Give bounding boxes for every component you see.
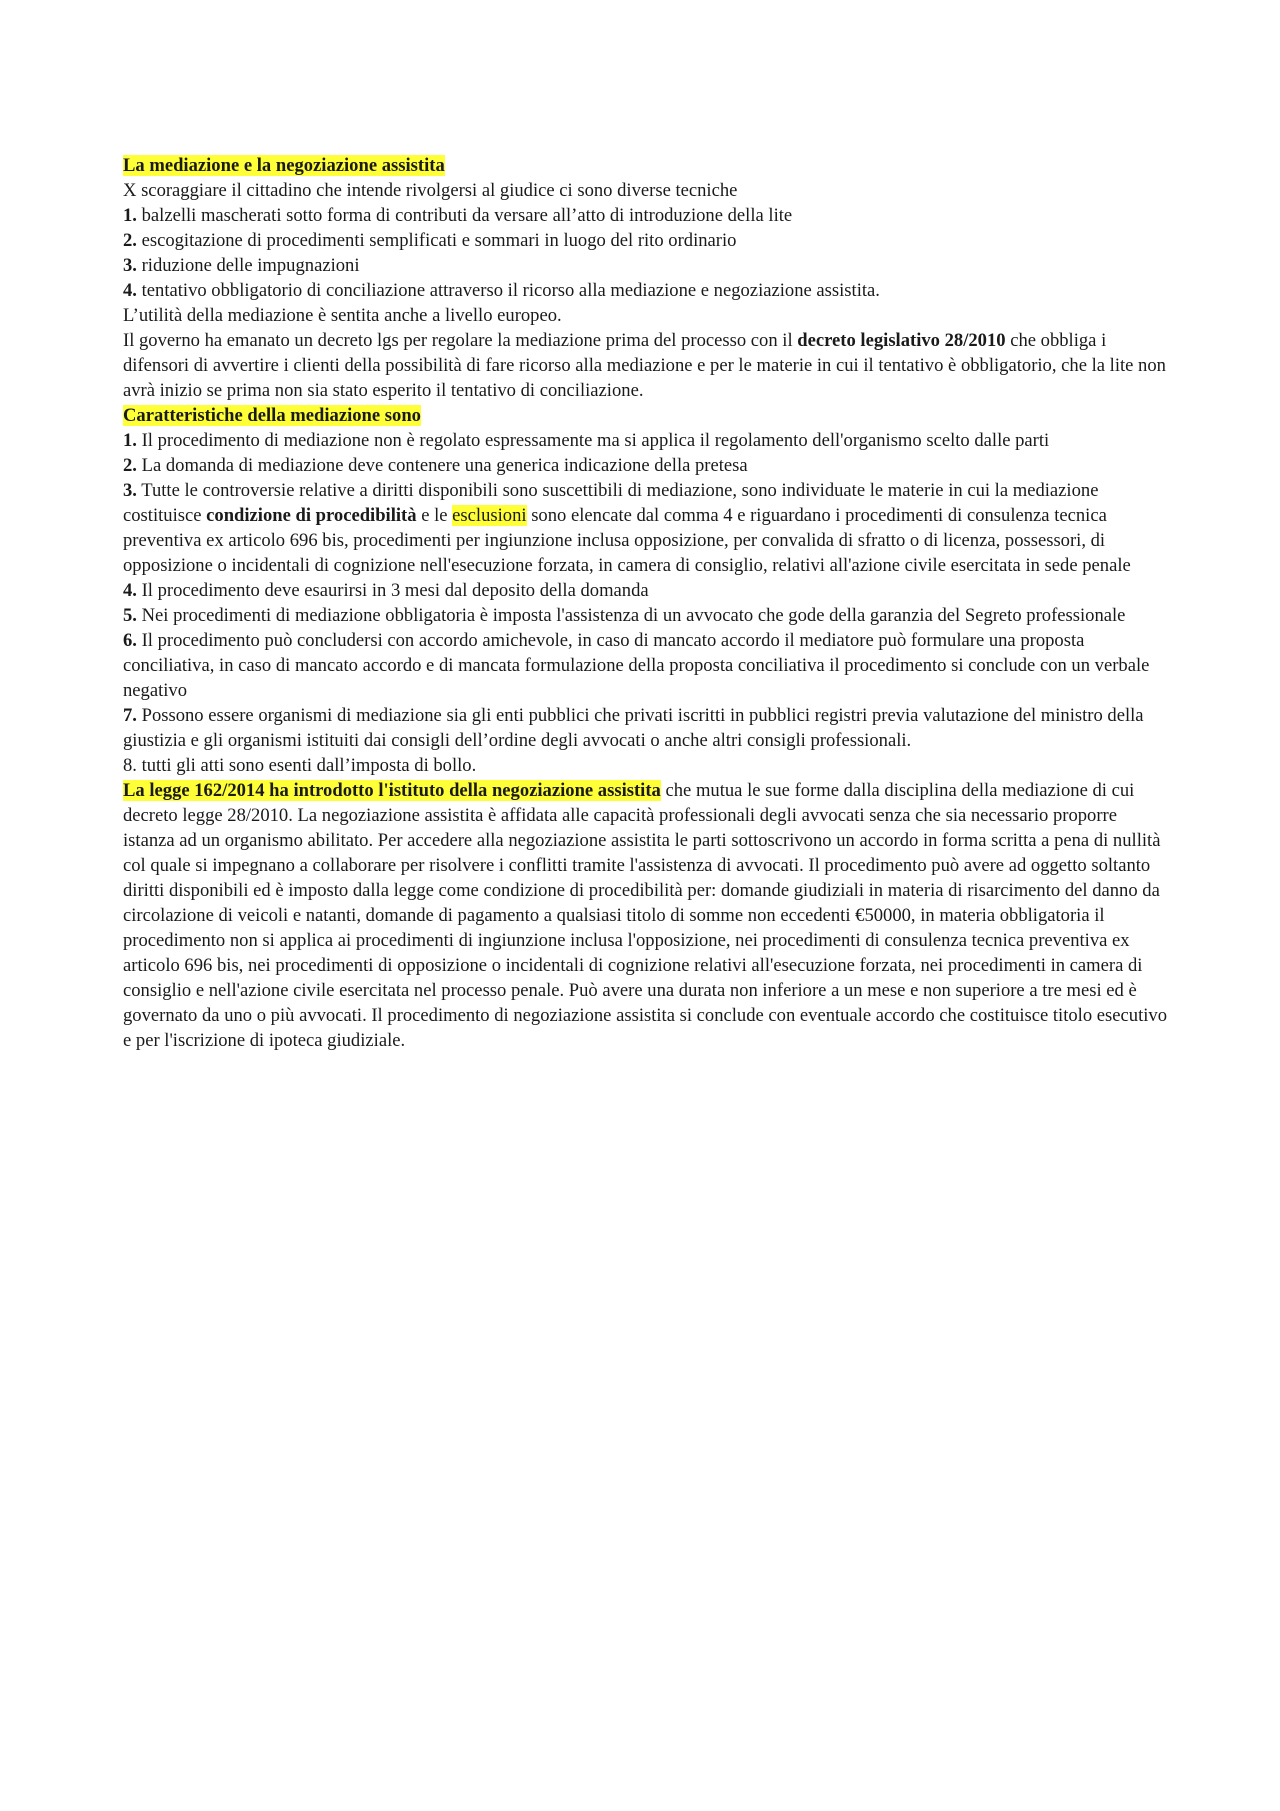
feature-item	[123, 453, 1173, 478]
negotiation-paragraph	[123, 778, 1173, 1053]
feature-text: Il procedimento può concludersi con accordo amichevole, in caso di mancato accordo il mediatore può formulare una proposta conciliativa, in caso di mancato accordo e di mancata formulazione della proposta conciliativa il procedimento si conclude con un verbale negativo	[123, 630, 1150, 701]
technique-item	[123, 203, 1173, 228]
feature-item	[123, 578, 1173, 603]
technique-item	[123, 278, 1173, 303]
feature-text: sono elencate dal comma 4 e riguardano i procedimenti di consulenza tecnica preventiva ex articolo 696 bis, procedimenti per ingiunzione inclusa opposizione, per convalida di sfratto o di licenza, possessori, di opposizione o incidentali di cognizione nell'esecuzione forzata, in camera di consiglio, relativi all'azione civile esercitata in sede penale	[123, 505, 1131, 576]
feature-text: Nei procedimenti di mediazione obbligatoria è imposta l'assistenza di un avvocato che gode della garanzia del Segreto professionale	[136, 605, 1126, 626]
procedibility-term: condizione di procedibilità	[206, 505, 417, 526]
feature-item	[123, 628, 1173, 703]
feature-item	[123, 428, 1173, 453]
technique-text: escogitazione di procedimenti semplificati e sommari in luogo del rito ordinario	[136, 230, 737, 251]
title-text: La mediazione e la negoziazione assistita	[123, 155, 445, 176]
technique-number: 4.	[123, 280, 137, 301]
negotiation-text: che mutua le sue forme dalla disciplina della mediazione di cui decreto legge 28/2010. La negoziazione assistita è affidata alle capacità professionali degli avvocati senza che sia necessario proporre istanza ad un organismo abilitato. Per accedere alla negoziazione assistita le parti sottoscrivono un accordo in forma scritta a pena di nullità col quale si impegnano a collaborare per risolvere i conflitti tramite l'assistenza di avvocati. Il procedimento può avere ad oggetto soltanto diritti disponibili ed è imposto dalla legge come condizione di procedibilità per: domande giudiziali in materia di risarcimento del danno da circolazione di veicoli e natanti, domande di pagamento a qualsiasi titolo di somme non eccedenti €50000, in materia obbligatoria il procedimento non si applica ai procedimenti di ingiunzione inclusa l'opposizione, nei procedimenti di consulenza tecnica preventiva ex articolo 696 bis, nei procedimenti di opposizione o incidentali di cognizione relativi all'esecuzione forzata, nei procedimenti in camera di consiglio e nell'azione civile esercitata nel processo penale. Può avere una durata non inferiore a un mese e non superiore a tre mesi ed è governato da uno o più avvocati. Il procedimento di negoziazione assistita si conclude con eventuale accordo che costituisce titolo esecutivo e per l'iscrizione di ipoteca giudiziale.	[123, 780, 1168, 1051]
negotiation-heading: La legge 162/2014 ha introdotto l'istituto della negoziazione assistita	[123, 780, 661, 801]
technique-number: 1.	[123, 205, 137, 226]
feature-text: e le	[416, 505, 453, 526]
feature-item	[123, 603, 1173, 628]
feature-number: 2.	[123, 455, 137, 476]
feature-text: Il procedimento di mediazione non è regolato espressamente ma si applica il regolamento dell'organismo scelto dalle parti	[136, 430, 1050, 451]
technique-number: 3.	[123, 255, 137, 276]
feature-item	[123, 478, 1173, 578]
decree-reference: decreto legislativo 28/2010	[797, 330, 1006, 351]
feature-item	[123, 703, 1173, 753]
technique-number: 2.	[123, 230, 137, 251]
feature-text: Possono essere organismi di mediazione sia gli enti pubblici che privati iscritti in pubblici registri previa valutazione del ministro della giustizia e gli organismi istituiti dai consigli dell’ordine degli avvocati o anche altri consigli professionali.	[123, 705, 1144, 751]
feature-number: 1.	[123, 430, 137, 451]
exclusions-term: esclusioni	[452, 505, 527, 526]
feature-text: Tutte le controversie relative a diritti disponibili sono suscettibili di mediazione, sono individuate le materie in cui la mediazione costituisce	[123, 480, 1099, 526]
document-page	[123, 153, 1173, 1053]
feature-item: 8. tutti gli atti sono esenti dall’imposta di bollo.	[123, 755, 477, 776]
feature-text: Il procedimento deve esaurirsi in 3 mesi dal deposito della domanda	[136, 580, 649, 601]
decree-text-after: che obbliga i difensori di avvertire i clienti della possibilità di fare ricorso alla mediazione e per le materie in cui il tentativo è obbligatorio, che la lite non avrà inizio se prima non sia stato esperito il tentativo di conciliazione.	[123, 330, 1166, 401]
feature-number: 7.	[123, 705, 137, 726]
feature-text: La domanda di mediazione deve contenere una generica indicazione della pretesa	[136, 455, 748, 476]
features-heading-text: Caratteristiche della mediazione sono	[123, 405, 421, 426]
feature-number: 5.	[123, 605, 137, 626]
feature-number: 6.	[123, 630, 137, 651]
technique-item	[123, 228, 1173, 253]
decree-paragraph	[123, 328, 1173, 403]
technique-text: tentativo obbligatorio di conciliazione attraverso il ricorso alla mediazione e negoziazione assistita.	[136, 280, 880, 301]
eu-sentence: L’utilità della mediazione è sentita anche a livello europeo.	[123, 305, 562, 326]
technique-text: balzelli mascherati sotto forma di contributi da versare all’atto di introduzione della lite	[136, 205, 793, 226]
features-heading	[123, 403, 1173, 428]
feature-number: 3.	[123, 480, 137, 501]
document-title	[123, 153, 1173, 178]
technique-text: riduzione delle impugnazioni	[136, 255, 360, 276]
feature-number: 4.	[123, 580, 137, 601]
intro-paragraph: X scoraggiare il cittadino che intende rivolgersi al giudice ci sono diverse tecniche	[123, 180, 738, 201]
technique-item	[123, 253, 1173, 278]
decree-text-before: Il governo ha emanato un decreto lgs per regolare la mediazione prima del processo con il	[123, 330, 798, 351]
